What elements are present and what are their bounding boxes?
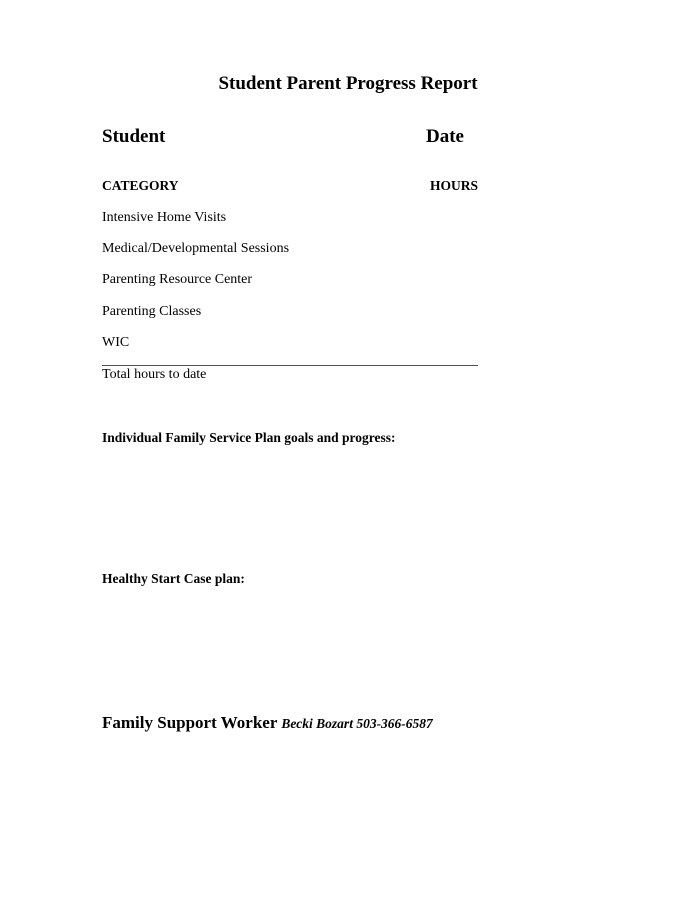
hours-column-header: HOURS <box>430 178 479 193</box>
healthy-start-case-plan-heading: Healthy Start Case plan: <box>102 571 245 586</box>
total-hours-label: Total hours to date <box>102 367 207 382</box>
family-support-worker-label: Family Support Worker <box>102 713 278 732</box>
student-label: Student <box>102 126 166 147</box>
family-support-worker-line <box>102 713 433 733</box>
document-title-text: Student Parent Progress Report <box>218 73 478 94</box>
ifsp-goals-heading: Individual Family Service Plan goals and progress: <box>102 430 396 445</box>
category-row-parenting-resource-center: Parenting Resource Center <box>102 272 253 287</box>
total-divider-line <box>102 365 478 366</box>
category-row-intensive-home-visits: Intensive Home Visits <box>102 210 227 225</box>
family-support-worker-contact: Becki Bozart 503-366-6587 <box>281 716 433 731</box>
date-label: Date <box>426 126 464 147</box>
category-row-parenting-classes: Parenting Classes <box>102 304 202 319</box>
category-column-header: CATEGORY <box>102 178 179 193</box>
category-row-medical-developmental-sessions: Medical/Developmental Sessions <box>102 241 290 256</box>
category-row-wic: WIC <box>102 335 130 350</box>
document-title <box>0 73 696 95</box>
